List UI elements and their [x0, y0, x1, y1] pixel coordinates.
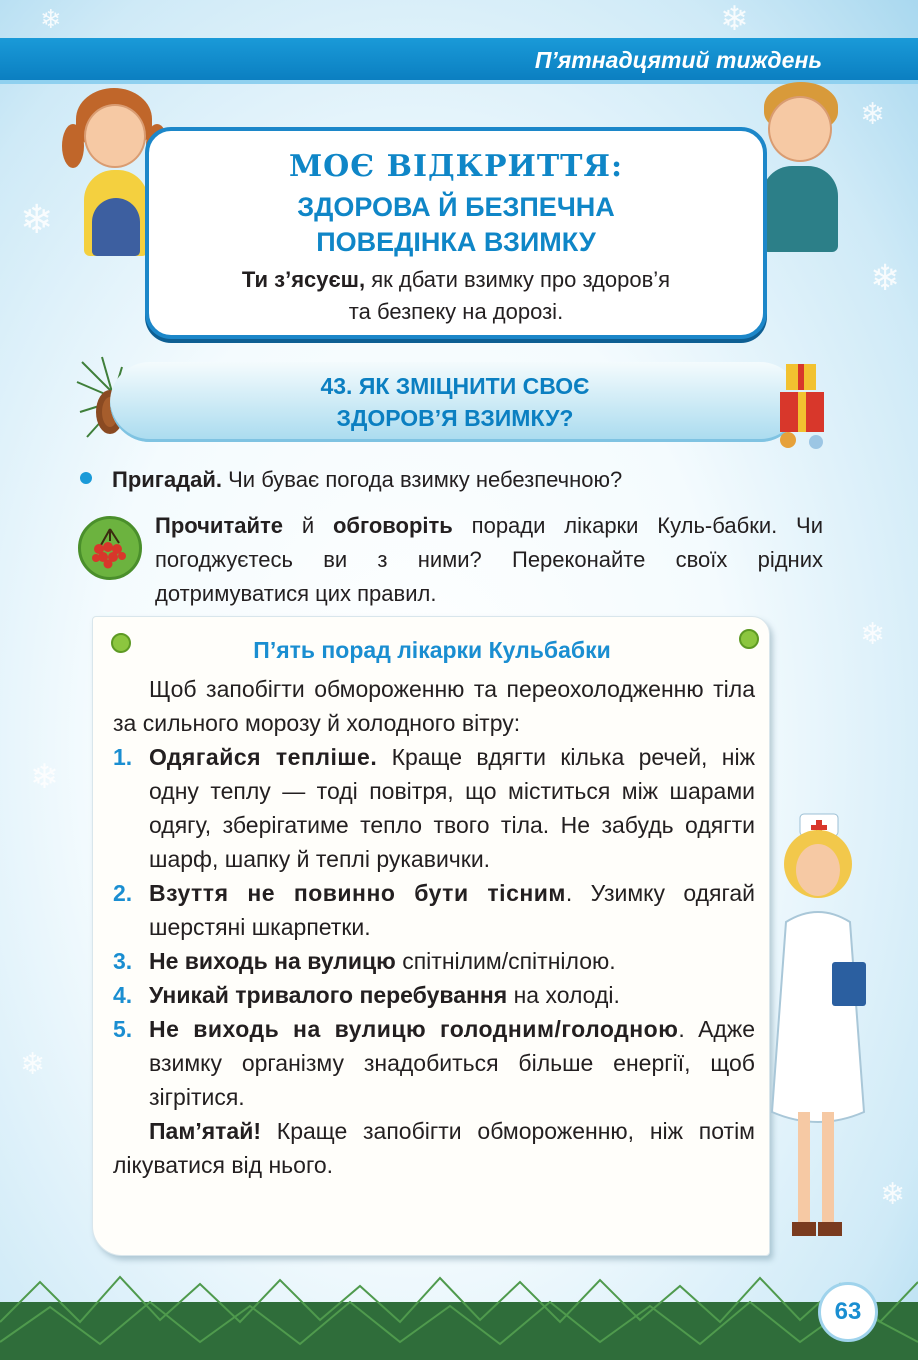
topic-title: МОЄ ВІДКРИТТЯ:	[288, 149, 624, 184]
advice-item-text: . Узимку одягай шерстяні шкарпетки.	[149, 880, 755, 940]
advice-item-number: 4.	[113, 982, 133, 1008]
rowan-berries-icon	[78, 516, 142, 580]
topic-goal-text-line2: та безпеку на дорозі.	[348, 299, 564, 324]
advice-item-text: . Адже взимку організму знадобиться більше енергії, щоб зігрітися.	[149, 1016, 756, 1110]
snowflake-icon: ❄	[20, 1048, 46, 1081]
advice-item-heading: Взуття не повинно бути тісним	[149, 880, 566, 906]
lesson-banner	[110, 362, 800, 442]
advice-item	[113, 978, 755, 1012]
snowflake-icon: ❄	[860, 98, 886, 131]
advice-item-text: спітнілим/спітнілою.	[395, 948, 616, 974]
task-text	[155, 509, 823, 611]
advice-item-heading: Уникай тривалого перебування	[149, 982, 508, 1008]
task-verb-discuss: обговоріть	[332, 513, 453, 538]
recall-label: Пригадай.	[112, 467, 223, 492]
topic-goal-text: як дбати взимку про здоров’я	[365, 267, 671, 292]
pine-border-decoration	[0, 1262, 918, 1360]
snowflake-icon: ❄	[720, 0, 749, 38]
snowflake-icon: ❄	[20, 198, 54, 242]
lesson-title-line2: ЗДОРОВ’Я ВЗИМКУ?	[336, 405, 574, 431]
advice-item	[113, 1012, 755, 1114]
advice-item-number: 1.	[113, 744, 133, 770]
week-title: П’ятнадцятий тиждень	[534, 47, 822, 73]
advice-item-number: 3.	[113, 948, 133, 974]
topic-subtitle-line2: ПОВЕДІНКА ВЗИМКУ	[316, 227, 596, 257]
advice-remember	[113, 1114, 755, 1182]
advice-item	[113, 740, 755, 876]
topic-goal-bold: Ти з’ясуєш,	[241, 267, 366, 292]
advice-item-heading: Не виходь на вулицю	[149, 948, 396, 974]
topic-subtitle-line1: ЗДОРОВА Й БЕЗПЕЧНА	[297, 192, 615, 222]
recall-question	[80, 466, 622, 494]
advice-item-number: 2.	[113, 880, 133, 906]
remember-text: Краще запобігти обмороженню, ніж потім лікуватися від нього.	[113, 1118, 755, 1178]
remember-label: Пам’ятай!	[149, 1118, 262, 1144]
snowflake-icon: ❄	[30, 758, 59, 796]
week-ribbon	[0, 38, 918, 84]
bullet-icon	[80, 472, 92, 484]
advice-intro: Щоб запобігти обмороженню та переохолодженню тіла за сильного морозу й холодного вітру:	[113, 676, 755, 736]
topic-goal	[149, 264, 763, 328]
task-verb-read: Прочитайте	[155, 513, 283, 538]
snowflake-icon: ❄	[40, 4, 62, 34]
recall-text: Чи буває погода взимку небезпечною?	[222, 467, 623, 492]
advice-sheet	[92, 616, 770, 1256]
page-number: 63	[818, 1282, 878, 1342]
topic-card	[145, 127, 767, 339]
advice-body	[113, 672, 755, 1182]
advice-item-text: Краще вдягти кілька речей, ніж одну теплу — тоді повітря, що міститься між шарами одягу, зберігатиме тепло твого тіла. Не забудь одягти шарф, шапку й теплі рукавички.	[149, 744, 755, 872]
advice-title: П’ять порад лікарки Кульбабки	[253, 637, 611, 663]
advice-item-text: на холоді.	[507, 982, 620, 1008]
advice-item	[113, 944, 755, 978]
snowflake-icon: ❄	[860, 618, 886, 651]
doctor-illustration	[756, 812, 876, 1252]
snowflake-icon: ❄	[870, 257, 901, 298]
task-text-part: поради лікарки Куль-бабки. Чи погоджуєтесь ви з ними? Переконайте своїх рідних дотримуватися цих правил.	[155, 513, 824, 606]
advice-item-heading: Одягайся тепліше.	[149, 744, 378, 770]
snowflake-icon: ❄	[880, 1178, 906, 1211]
advice-item-number: 5.	[113, 1016, 133, 1042]
advice-item	[113, 876, 755, 944]
task-text-part: й	[282, 513, 333, 538]
gift-boxes-icon	[776, 358, 834, 450]
advice-item-heading: Не виходь на вулицю голодним/голодною	[149, 1016, 679, 1042]
lesson-title-line1: 43. ЯК ЗМІЦНИТИ СВОЄ	[320, 373, 590, 399]
